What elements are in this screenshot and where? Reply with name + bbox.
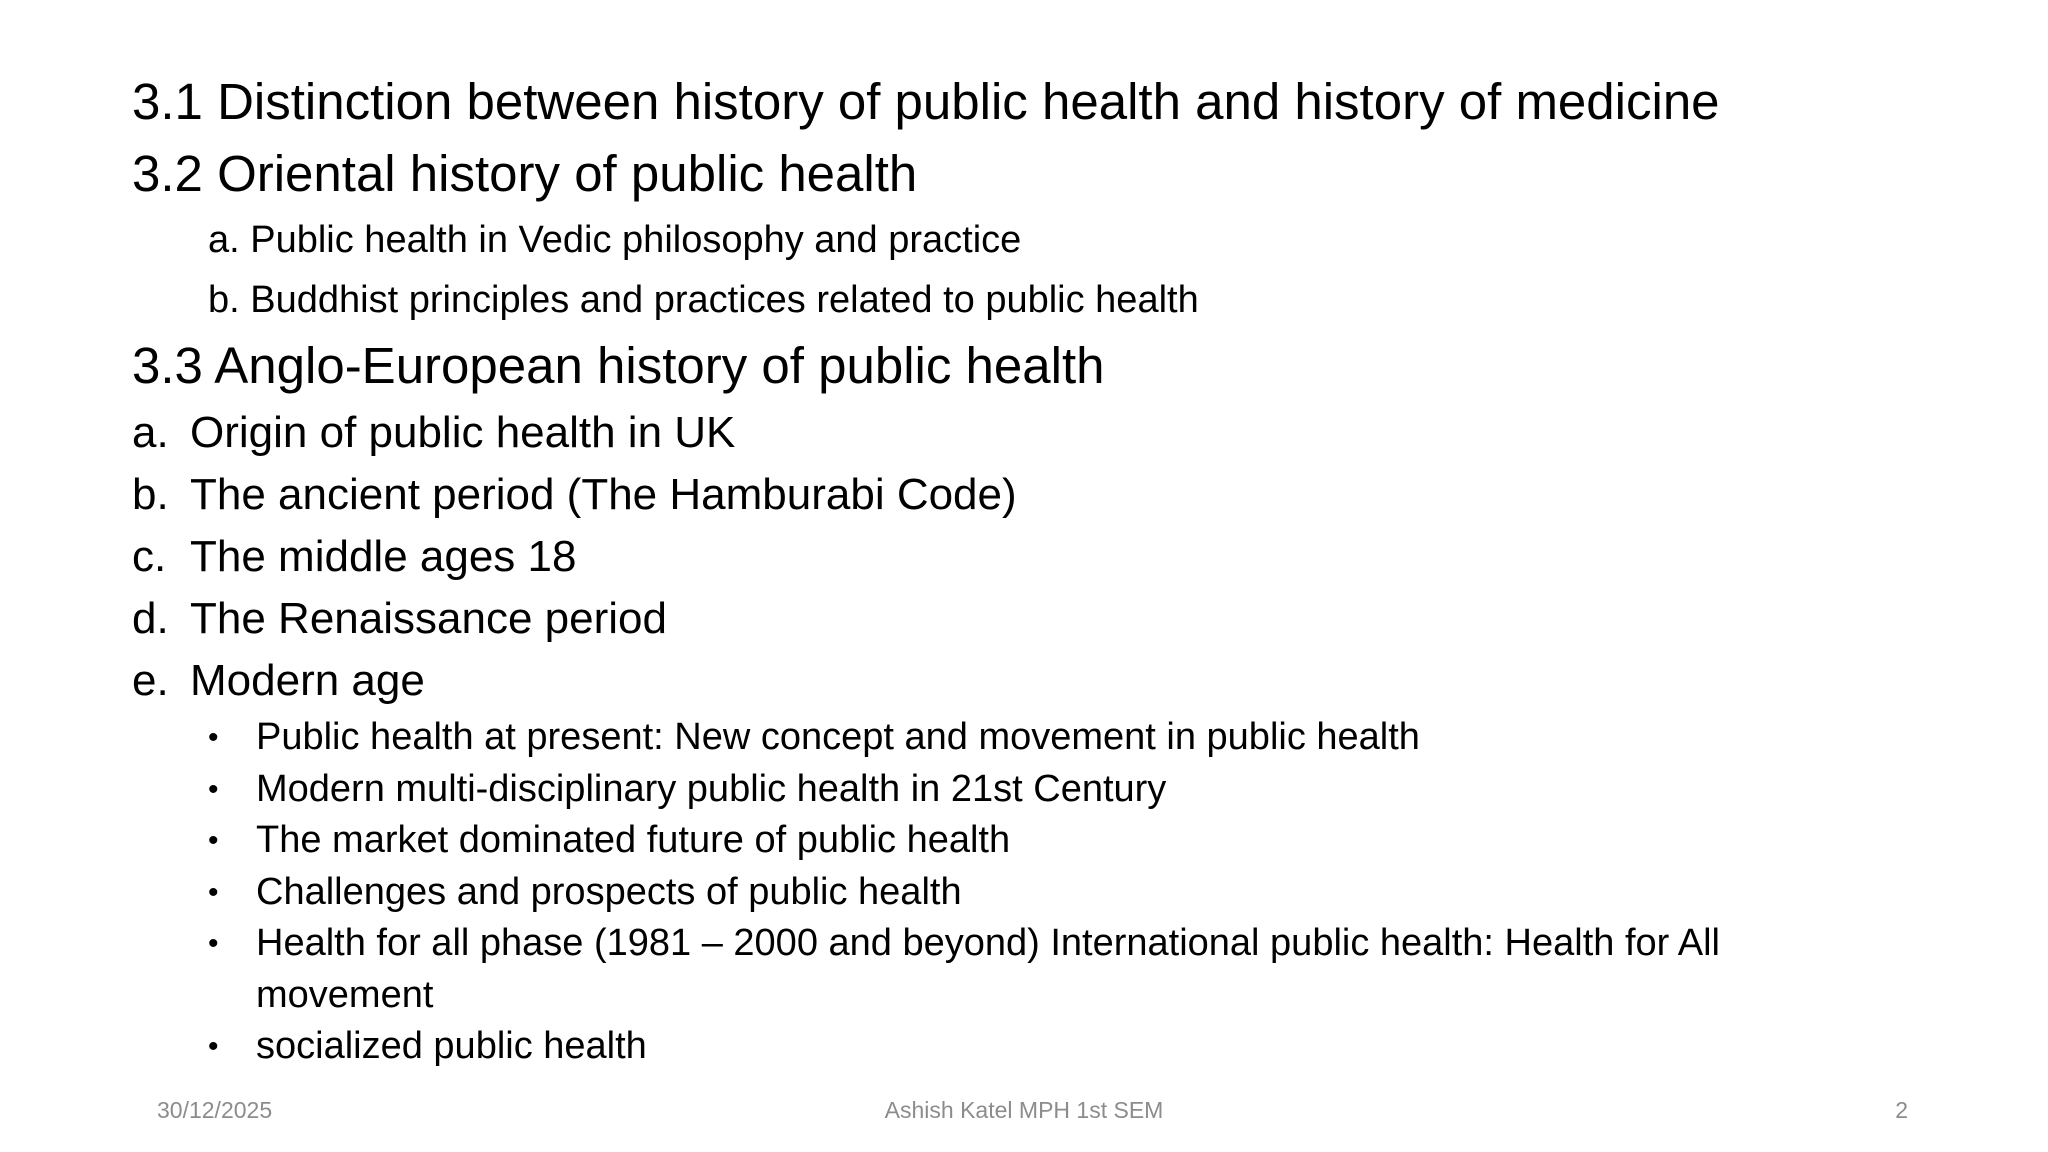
- list-item-text: Origin of public health in UK: [190, 408, 736, 457]
- slide-content: [132, 66, 1932, 1073]
- bullet-text: The market dominated future of public health: [256, 819, 1011, 861]
- list-marker: d.: [132, 594, 169, 643]
- bullet-icon: •: [208, 772, 219, 806]
- bullet-item: [208, 1021, 1932, 1073]
- section-3-2-item-a: a. Public health in Vedic philosophy and practice: [208, 219, 1022, 261]
- list-item-text: The ancient period (The Hamburabi Code): [190, 470, 1017, 519]
- bullet-icon: •: [208, 1030, 219, 1063]
- bullet-item: [208, 712, 1932, 764]
- section-3-1-heading: 3.1 Distinction between history of public health and history of medicine: [132, 73, 1720, 130]
- bullet-item: [208, 764, 1932, 816]
- bullet-icon: •: [208, 824, 219, 857]
- list-marker: e.: [132, 656, 169, 705]
- footer-date: 30/12/2025: [157, 1097, 273, 1123]
- section-3-2-item-b: b. Buddhist principles and practices related to public health: [208, 279, 1199, 321]
- list-item: [132, 526, 1932, 588]
- bullet-item: [208, 867, 1932, 919]
- bullet-text: Health for all phase (1981 – 2000 and beyond) International public health: Health for All movement: [256, 922, 1720, 1016]
- bullet-item: [208, 918, 1932, 1021]
- bullet-text: Challenges and prospects of public health: [256, 870, 962, 913]
- bullet-icon: •: [208, 721, 219, 754]
- list-marker: b.: [132, 470, 169, 519]
- list-item: [132, 650, 1932, 712]
- bullet-text: socialized public health: [256, 1025, 647, 1067]
- list-item: [132, 402, 1932, 464]
- list-item: [132, 588, 1932, 650]
- bullet-icon: •: [208, 927, 219, 960]
- list-item-text: The middle ages 18: [190, 532, 577, 581]
- bullet-icon: •: [208, 875, 219, 909]
- bullet-item: [208, 815, 1932, 867]
- section-3-3-heading: 3.3 Anglo-European history of public health: [132, 337, 1105, 394]
- list-item-text: The Renaissance period: [190, 594, 667, 643]
- footer-author: Ashish Katel MPH 1st SEM: [884, 1097, 1164, 1123]
- bullet-text: Modern multi-disciplinary public health in 21st Century: [256, 767, 1167, 810]
- bullet-text: Public health at present: New concept and movement in public health: [256, 716, 1420, 758]
- list-marker: c.: [132, 532, 167, 581]
- section-3-3-list: [132, 402, 1932, 712]
- list-marker: a.: [132, 408, 169, 457]
- list-item: [132, 464, 1932, 526]
- list-item-text: Modern age: [190, 656, 425, 705]
- section-3-2-heading: 3.2 Oriental history of public health: [132, 145, 918, 202]
- modern-age-bullet-list: [132, 712, 1932, 1073]
- page-number: 2: [1895, 1097, 1908, 1123]
